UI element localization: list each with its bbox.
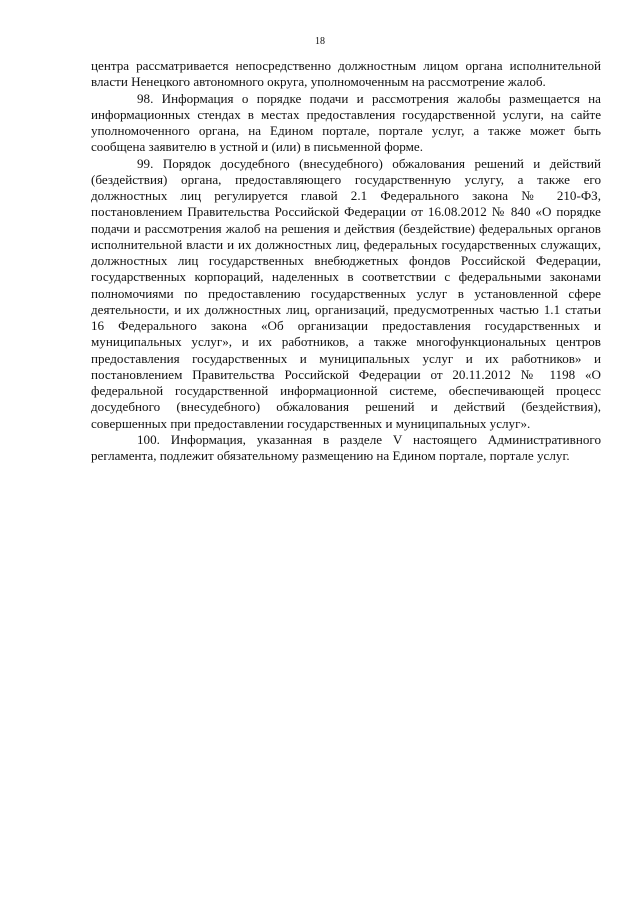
page-number: 18 (315, 36, 325, 47)
paragraph-98: 98. Информация о порядке подачи и рассмотрения жалобы размещается на информационных стендах в местах предоставления государственной услуги, на сайте уполномоченного органа, на Едином портале, портале услуг, а также может быть сообщена заявителю в устной и (или) в письменной форме. (91, 90, 601, 155)
paragraph-99: 99. Порядок досудебного (внесудебного) обжалования решений и действий (бездействия) органа, предоставляющего государственную услугу, а также его должностных лиц регулируется главой 2.1 Федерального закона № 210-ФЗ, постановлением Правительства Российской Федерации от 16.08.2012 № 840 «О порядке подачи и рассмотрения жалоб на решения и действия (бездействие) федеральных органов исполнительной власти и их должностных лиц, федеральных государственных служащих, должностных лиц государственных внебюджетных фондов Российской Федерации, государственных корпораций, наделенных в соответствии с федеральными законами полномочиями по предоставлению государственных услуг в установленной сфере деятельности, и их должностных лиц, организаций, предусмотренных частью 1.1 статьи 16 Федерального закона «Об организации предоставления государственных и муниципальных услуг», и их работников, а также многофункциональных центров предоставления государственных и муниципальных услуг и их работников» и постановлением Правительства Российской Федерации от 20.11.2012 № 1198 «О федеральной государственной информационной системе, обеспечивающей процесс досудебного (внесудебного) обжалования решений и действий (бездействия), совершенных при предоставлении государственных и муниципальных услуг». (91, 155, 601, 431)
paragraph-100: 100. Информация, указанная в разделе V настоящего Административного регламента, подлежит обязательному размещению на Едином портале, портале услуг. (91, 431, 601, 463)
document-body (91, 58, 601, 464)
paragraph-continuation: центра рассматривается непосредственно должностным лицом органа исполнительной власти Ненецкого автономного округа, уполномоченным на рассмотрение жалоб. (91, 58, 601, 90)
